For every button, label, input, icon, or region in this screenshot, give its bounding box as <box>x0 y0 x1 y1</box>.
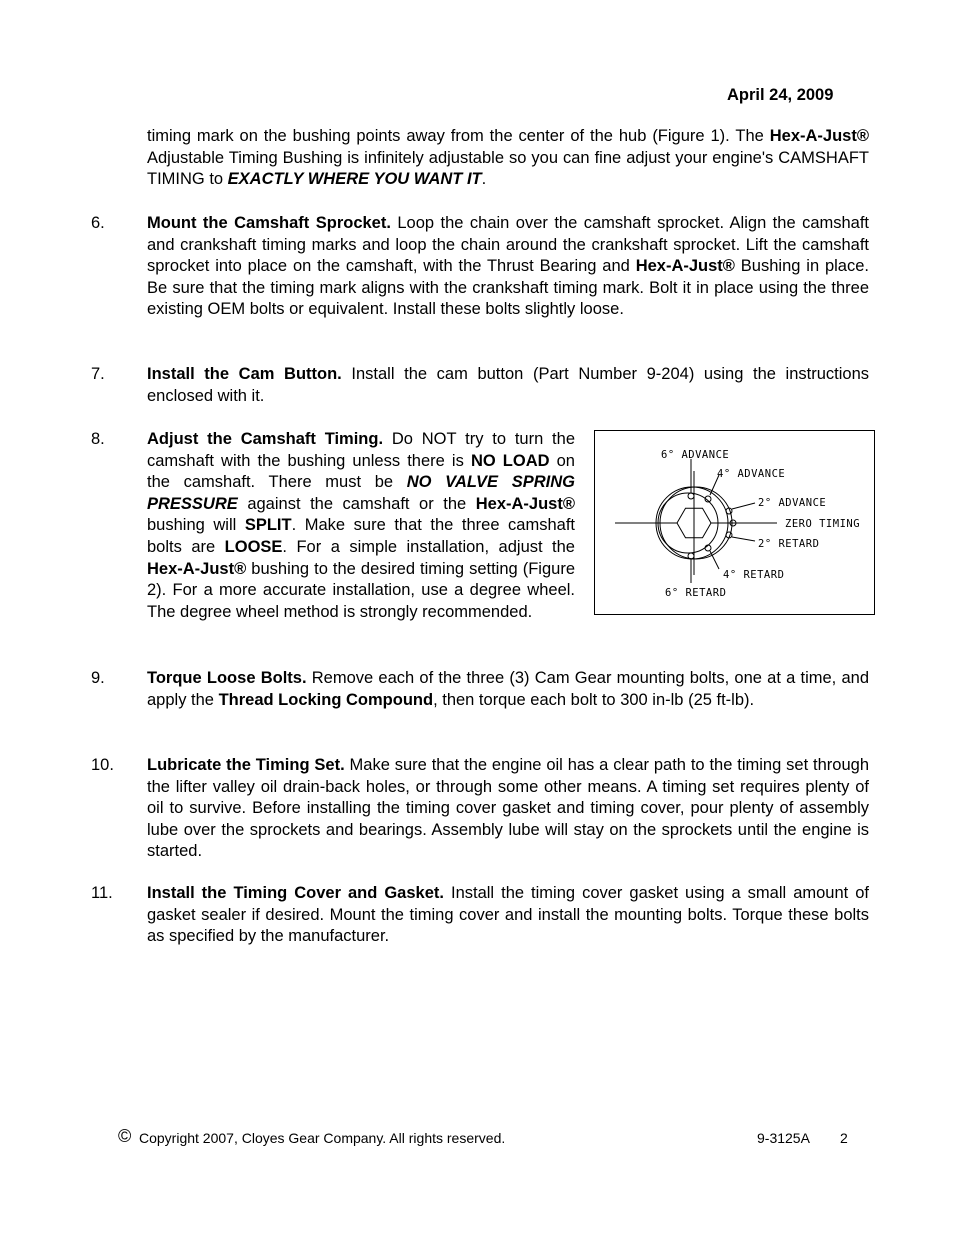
copyright-text: Copyright 2007, Cloyes Gear Company. All rights reserved. <box>139 1130 506 1146</box>
copyright-icon: © <box>118 1126 132 1146</box>
step-text: on the camshaft. There must be <box>147 451 575 492</box>
step-text: Do NOT try to turn the camshaft with the bushing unless there is <box>147 430 575 470</box>
step-number: 6. <box>91 214 105 232</box>
step-heading: Install the Cam Button. <box>147 365 342 383</box>
label-2-advance: 2° ADVANCE <box>758 497 827 509</box>
label-zero-timing: ZERO TIMING <box>785 518 861 530</box>
step-8-paragraph <box>147 429 575 623</box>
step-6-paragraph <box>147 213 869 321</box>
intro-text: . <box>481 170 487 189</box>
document-date: April 24, 2009 <box>727 86 834 104</box>
hex-a-just-brand: Hex-A-Just® <box>147 559 247 578</box>
step-heading: Lubricate the Timing Set. <box>147 756 345 774</box>
step-number: 11. <box>91 884 113 902</box>
step-heading: Mount the Camshaft Sprocket. <box>147 214 391 232</box>
intro-text: Adjustable Timing Bushing is infinitely adjustable so you can fine adjust your engine's CAMSHAFT TIMING to <box>147 148 869 189</box>
intro-text: timing mark on the bushing points away from the center of the hub (Figure 1). The <box>147 127 770 145</box>
timing-setting-figure <box>594 430 875 615</box>
label-4-retard: 4° RETARD <box>723 569 785 581</box>
step-text: Bushing in place. Be sure that the timing mark aligns with the crankshaft timing mark. Bolt it in place using the three existing OEM bolts or equivalent. Install these bolts slightly loose. <box>147 257 869 319</box>
step-heading: Adjust the Camshaft Timing. <box>147 430 384 448</box>
step-heading: Torque Loose Bolts. <box>147 669 307 687</box>
hex-a-just-brand: Hex-A-Just® <box>475 494 575 513</box>
label-4-advance: 4° ADVANCE <box>717 468 786 480</box>
step-heading: Install the Timing Cover and Gasket. <box>147 884 444 902</box>
step-number: 10. <box>91 756 114 774</box>
step-11-paragraph <box>147 883 869 948</box>
step-text: against the camshaft or the <box>237 494 476 513</box>
timing-diagram <box>595 431 876 616</box>
step-number: 8. <box>91 430 105 448</box>
emphasis-text: Thread Locking Compound <box>218 690 434 709</box>
step-text: Remove each of the three (3) Cam Gear mounting bolts, one at a time, and apply the <box>147 669 870 709</box>
step-text: . For a simple installation, adjust the <box>282 537 575 556</box>
emphasis-text: LOOSE <box>224 537 283 556</box>
step-text: , then torque each bolt to 300 in-lb (25 ft-lb). <box>433 690 755 709</box>
step-text: bushing to the desired timing setting (Figure 2). For a more accurate installation, use a degree wheel. The degree wheel method is strongly recommended. <box>147 559 575 621</box>
hex-a-just-brand: Hex-A-Just® <box>635 257 735 276</box>
step-number: 7. <box>91 365 105 383</box>
emphasis-text: EXACTLY WHERE YOU WANT IT <box>227 170 482 189</box>
emphasis-text: NO LOAD <box>470 451 550 470</box>
label-6-advance: 6° ADVANCE <box>661 449 730 461</box>
step-text: bushing will <box>147 516 245 535</box>
step-7-paragraph <box>147 364 869 407</box>
step-10-paragraph <box>147 755 869 863</box>
step-text: . Make sure that the three camshaft bolts are <box>147 516 576 556</box>
step-number: 9. <box>91 669 105 687</box>
label-6-retard: 6° RETARD <box>665 587 727 599</box>
page-number: 2 <box>840 1130 848 1146</box>
emphasis-text: SPLIT <box>244 516 292 535</box>
emphasis-text: NO VALVE SPRING PRESSURE <box>147 473 575 513</box>
document-number: 9-3125A <box>757 1130 810 1146</box>
label-2-retard: 2° RETARD <box>758 538 820 550</box>
step-text: Install the timing cover gasket using a small amount of gasket sealer if desired. Mount the timing cover and install the mounting bolts. Torque these bolts as specified by the manufacturer. <box>147 884 870 946</box>
step-text: Make sure that the engine oil has a clear path to the timing set through the lifter valley oil drain-back holes, or through some other means. A timing set requires plenty of oil to survive. Before installing the timing cover gasket and timing cover, pour plenty of assembly lube over the sprockets and bearings. Assembly lube will stay on the sprockets until the engine is started. <box>147 756 869 861</box>
intro-paragraph <box>147 126 869 191</box>
step-9-paragraph <box>147 668 869 711</box>
step-text: Install the cam button (Part Number 9-204) using the instructions enclosed with it. <box>147 365 870 405</box>
hex-a-just-brand: Hex-A-Just® <box>769 127 869 145</box>
step-text: Loop the chain over the camshaft sprocket. Align the camshaft and crankshaft timing marks and loop the chain around the crankshaft sprocket. Lift the camshaft sprocket into place on the camshaft, with the Thrust Bearing and <box>147 214 870 276</box>
